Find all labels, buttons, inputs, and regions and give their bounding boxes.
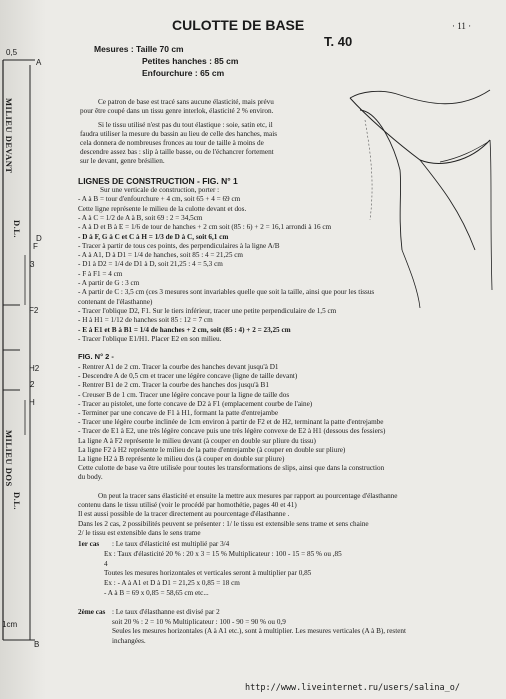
- dl-label-front: D.L.: [12, 220, 22, 239]
- s1-line: - Tracer l'oblique E1/H1. Placer E2 en son milieu.: [78, 334, 222, 343]
- case2-label: 2ème cas: [78, 608, 106, 616]
- footer-url: http://www.liveinternet.ru/users/salina_o/: [245, 683, 460, 693]
- margin-letter-f2: F2: [29, 306, 39, 315]
- s1-line: - A à C = 1/2 de A à B, soit 69 : 2 = 34,5cm: [78, 213, 203, 222]
- c1-line: Toutes les mesures horizontales et verticales seront à multiplier par 0,85: [104, 569, 312, 578]
- s1-line: - Tracer à partir de tous ces points, des perpendiculaires à la ligne A/B: [78, 241, 280, 250]
- measure-hips: Petites hanches : 85 cm: [142, 56, 239, 66]
- s3-line: contenu dans le tissu utilisé (voir le procédé par homothétie, pages 40 et 41): [78, 501, 297, 510]
- c2-line: : Le taux d'élasthanne est divisé par 2: [112, 608, 220, 616]
- s1-line: - A partir de G : 3 cm: [78, 279, 140, 287]
- c1-line: - A à B = 69 x 0,85 = 58,65 cm etc...: [104, 589, 209, 597]
- c1-line: Ex : Taux d'élasticité 20 % : 20 x 3 = 15 % Multiplicateur : 100 - 15 = 85 % ou ,85: [104, 549, 342, 558]
- s3-line: Dans les 2 cas, 2 possibilités peuvent se présenter : 1/ le tissu est extensible sens trame et sens chaine: [78, 519, 369, 528]
- milieu-devant-label: MILIEU DEVANT: [4, 98, 14, 174]
- margin-letter-h2: H2: [29, 364, 40, 373]
- s2-line: - Creuser B de 1 cm. Tracer une légère concave pour la ligne de taille dos: [78, 390, 290, 399]
- case1-label: 1er cas: [78, 540, 100, 548]
- milieu-dos-label: MILIEU DOS: [4, 430, 14, 487]
- c1-line: 4: [104, 559, 108, 568]
- page-title: CULOTTE DE BASE: [172, 17, 305, 33]
- s2-line: - Tracer au pistolet, une forte concave de D2 à F1 (emplacement courbe de l'aine): [78, 399, 313, 408]
- s1-line: contenant de l'élasthanne): [78, 297, 153, 306]
- dl-label-back: D.L.: [12, 492, 22, 511]
- s1-line: - H à H1 = 1/12 de hanches soit 85 : 12 = 7 cm: [78, 316, 213, 325]
- intro-line-2: pour être coupé dans un tissu genre interlok, élasticité 2 % environ.: [80, 107, 274, 115]
- intro-line-3: Si le tissu utilisé n'est pas du tout élastique : soie, satin etc, il: [98, 121, 273, 129]
- fig2-heading: FIG. N° 2 -: [78, 352, 114, 361]
- margin-cm-label: 1cm: [2, 620, 18, 629]
- c2-line: inchangées.: [112, 636, 146, 645]
- s2-line: - Rentrer A1 de 2 cm. Tracer la courbe des hanches devant jusqu'à D1: [78, 363, 279, 371]
- s2-line: - Tracer une légère courbe inclinée de 1cm environ à partir de F2 et de H2, terminant la patte d'entrejambe: [78, 418, 384, 427]
- measure-crotch: Enfourchure : 65 cm: [142, 68, 225, 78]
- margin-number-2: 2: [30, 380, 35, 389]
- s1-line: - A à B = tour d'enfourchure + 4 cm, soit 65 + 4 = 69 cm: [78, 195, 241, 204]
- s2-line: La ligne A à F2 représente le milieu devant (à couper en double sur pliure du tissu): [78, 436, 316, 445]
- s2-line: - Rentrer B1 de 2 cm. Tracer la courbe des hanches dos jusqu'à B1: [78, 381, 269, 390]
- margin-letter-h: H: [29, 398, 35, 407]
- s1-line: - F à F1 = 4 cm: [78, 269, 123, 278]
- s1-line: - E à E1 et B à B1 = 1/4 de hanches + 2 cm, soit (85 : 4) + 2 = 23,25 cm: [78, 325, 291, 334]
- intro-line-4: faudra utiliser la mesure du bassin au lieu de celle des hanches, mais: [80, 130, 277, 138]
- c2-line: soit 20 % : 2 = 10 % Multiplicateur : 100 - 90 = 90 % ou 0,9: [112, 617, 286, 626]
- margin-letter-d: D: [36, 234, 42, 243]
- s3-line: 2/ le tissu est extensible dans le sens trame: [78, 528, 201, 537]
- intro-line-7: sur le devant, genre brésilien.: [80, 157, 165, 165]
- page-number: · 11 ·: [452, 21, 472, 31]
- s3-line: On peut la tracer sans élasticité et ensuite la mettre aux mesures par rapport au pourcentage d'élasthanne: [98, 492, 398, 500]
- c1-line: : Le taux d'élasticité est multiplié par 3/4: [112, 540, 230, 548]
- measure-waist: Mesures : Taille 70 cm: [94, 44, 184, 54]
- s3-line: Il est aussi possible de la tracer directement au pourcentage d'élasthanne .: [78, 510, 290, 519]
- s2-line: - Descendre A de 0,5 cm et tracer une légère concave (ligne de taille devant): [78, 372, 298, 381]
- margin-number-3: 3: [30, 260, 35, 269]
- s2-line: La ligne H2 à B représente le milieu dos (à couper en double sur pliure): [78, 455, 285, 463]
- margin-letter-f: F: [33, 242, 38, 251]
- construction-heading: LIGNES DE CONSTRUCTION - FIG. N° 1: [78, 176, 238, 186]
- s1-line: - Tracer l'oblique D2, F1. Sur le tiers inférieur, tracer une petite perpendiculaire de 1,5 cm: [78, 306, 337, 315]
- s2-line: - Terminer par une concave de F1 à H1, formant la patte d'entrejambe: [78, 409, 279, 417]
- c1-line: Ex : - A à A1 et D à D1 = 21,25 x 0,85 = 18 cm: [104, 579, 240, 588]
- s1-line: - A à A1, D à D1 = 1/4 de hanches, soit 85 : 4 = 21,25 cm: [78, 251, 244, 260]
- s1-line: Cette ligne représente le milieu de la culotte devant et dos.: [78, 204, 247, 213]
- margin-letter-a: A: [36, 58, 42, 67]
- c2-line: Seules les mesures horizontales (A à A1 etc.), sont à multiplier. Les mesures verticales (A à B), restent: [112, 627, 407, 636]
- s2-line: La ligne F2 à H2 représente le milieu de la patte d'entrejambe (à couper en double sur pliure): [78, 445, 346, 454]
- s1-line: - D1 à D2 = 1/4 de D1 à D, soit 21,25 : 4 = 5,3 cm: [78, 260, 223, 269]
- intro-line-5: cela donnera de nombreuses fronces au tour de taille à moins de: [80, 139, 264, 147]
- size-label: T. 40: [324, 34, 353, 49]
- s2-line: Cette culotte de base va être utilisée pour toutes les transformations de slips, ainsi que dans la construction: [78, 464, 385, 473]
- margin-letter-b: B: [34, 640, 40, 649]
- culotte-sketch-illustration: [340, 50, 500, 310]
- margin-half-label: 0,5: [6, 48, 18, 57]
- s1-line: - A partir de C : 3,5 cm (ces 3 mesures sont invariables quelle que soit la taille, ainsi que pour les tissus: [78, 288, 375, 297]
- s2-line: du body.: [78, 473, 103, 482]
- intro-line-1: Ce patron de base est tracé sans aucune élasticité, mais prévu: [98, 98, 274, 106]
- s2-line: - Tracer de E1 à E2, une très légère concave puis une très légère convexe de E2 à H1 (dessous des fessiers): [78, 427, 386, 436]
- s1-line: - A à D et B à E = 1/6 de tour de hanches + 2 cm soit (85 : 6) + 2 = 16,1 arrondi à 16 cm: [78, 223, 332, 232]
- s1-line: Sur une verticale de construction, porter :: [100, 186, 220, 194]
- intro-line-6: descendre assez bas : slip à taille basse, ou de l'échancrer fortement: [80, 148, 274, 156]
- s1-line: - D à F, G à C et C à H = 1/3 de D à C, soit 6,1 cm: [78, 232, 229, 241]
